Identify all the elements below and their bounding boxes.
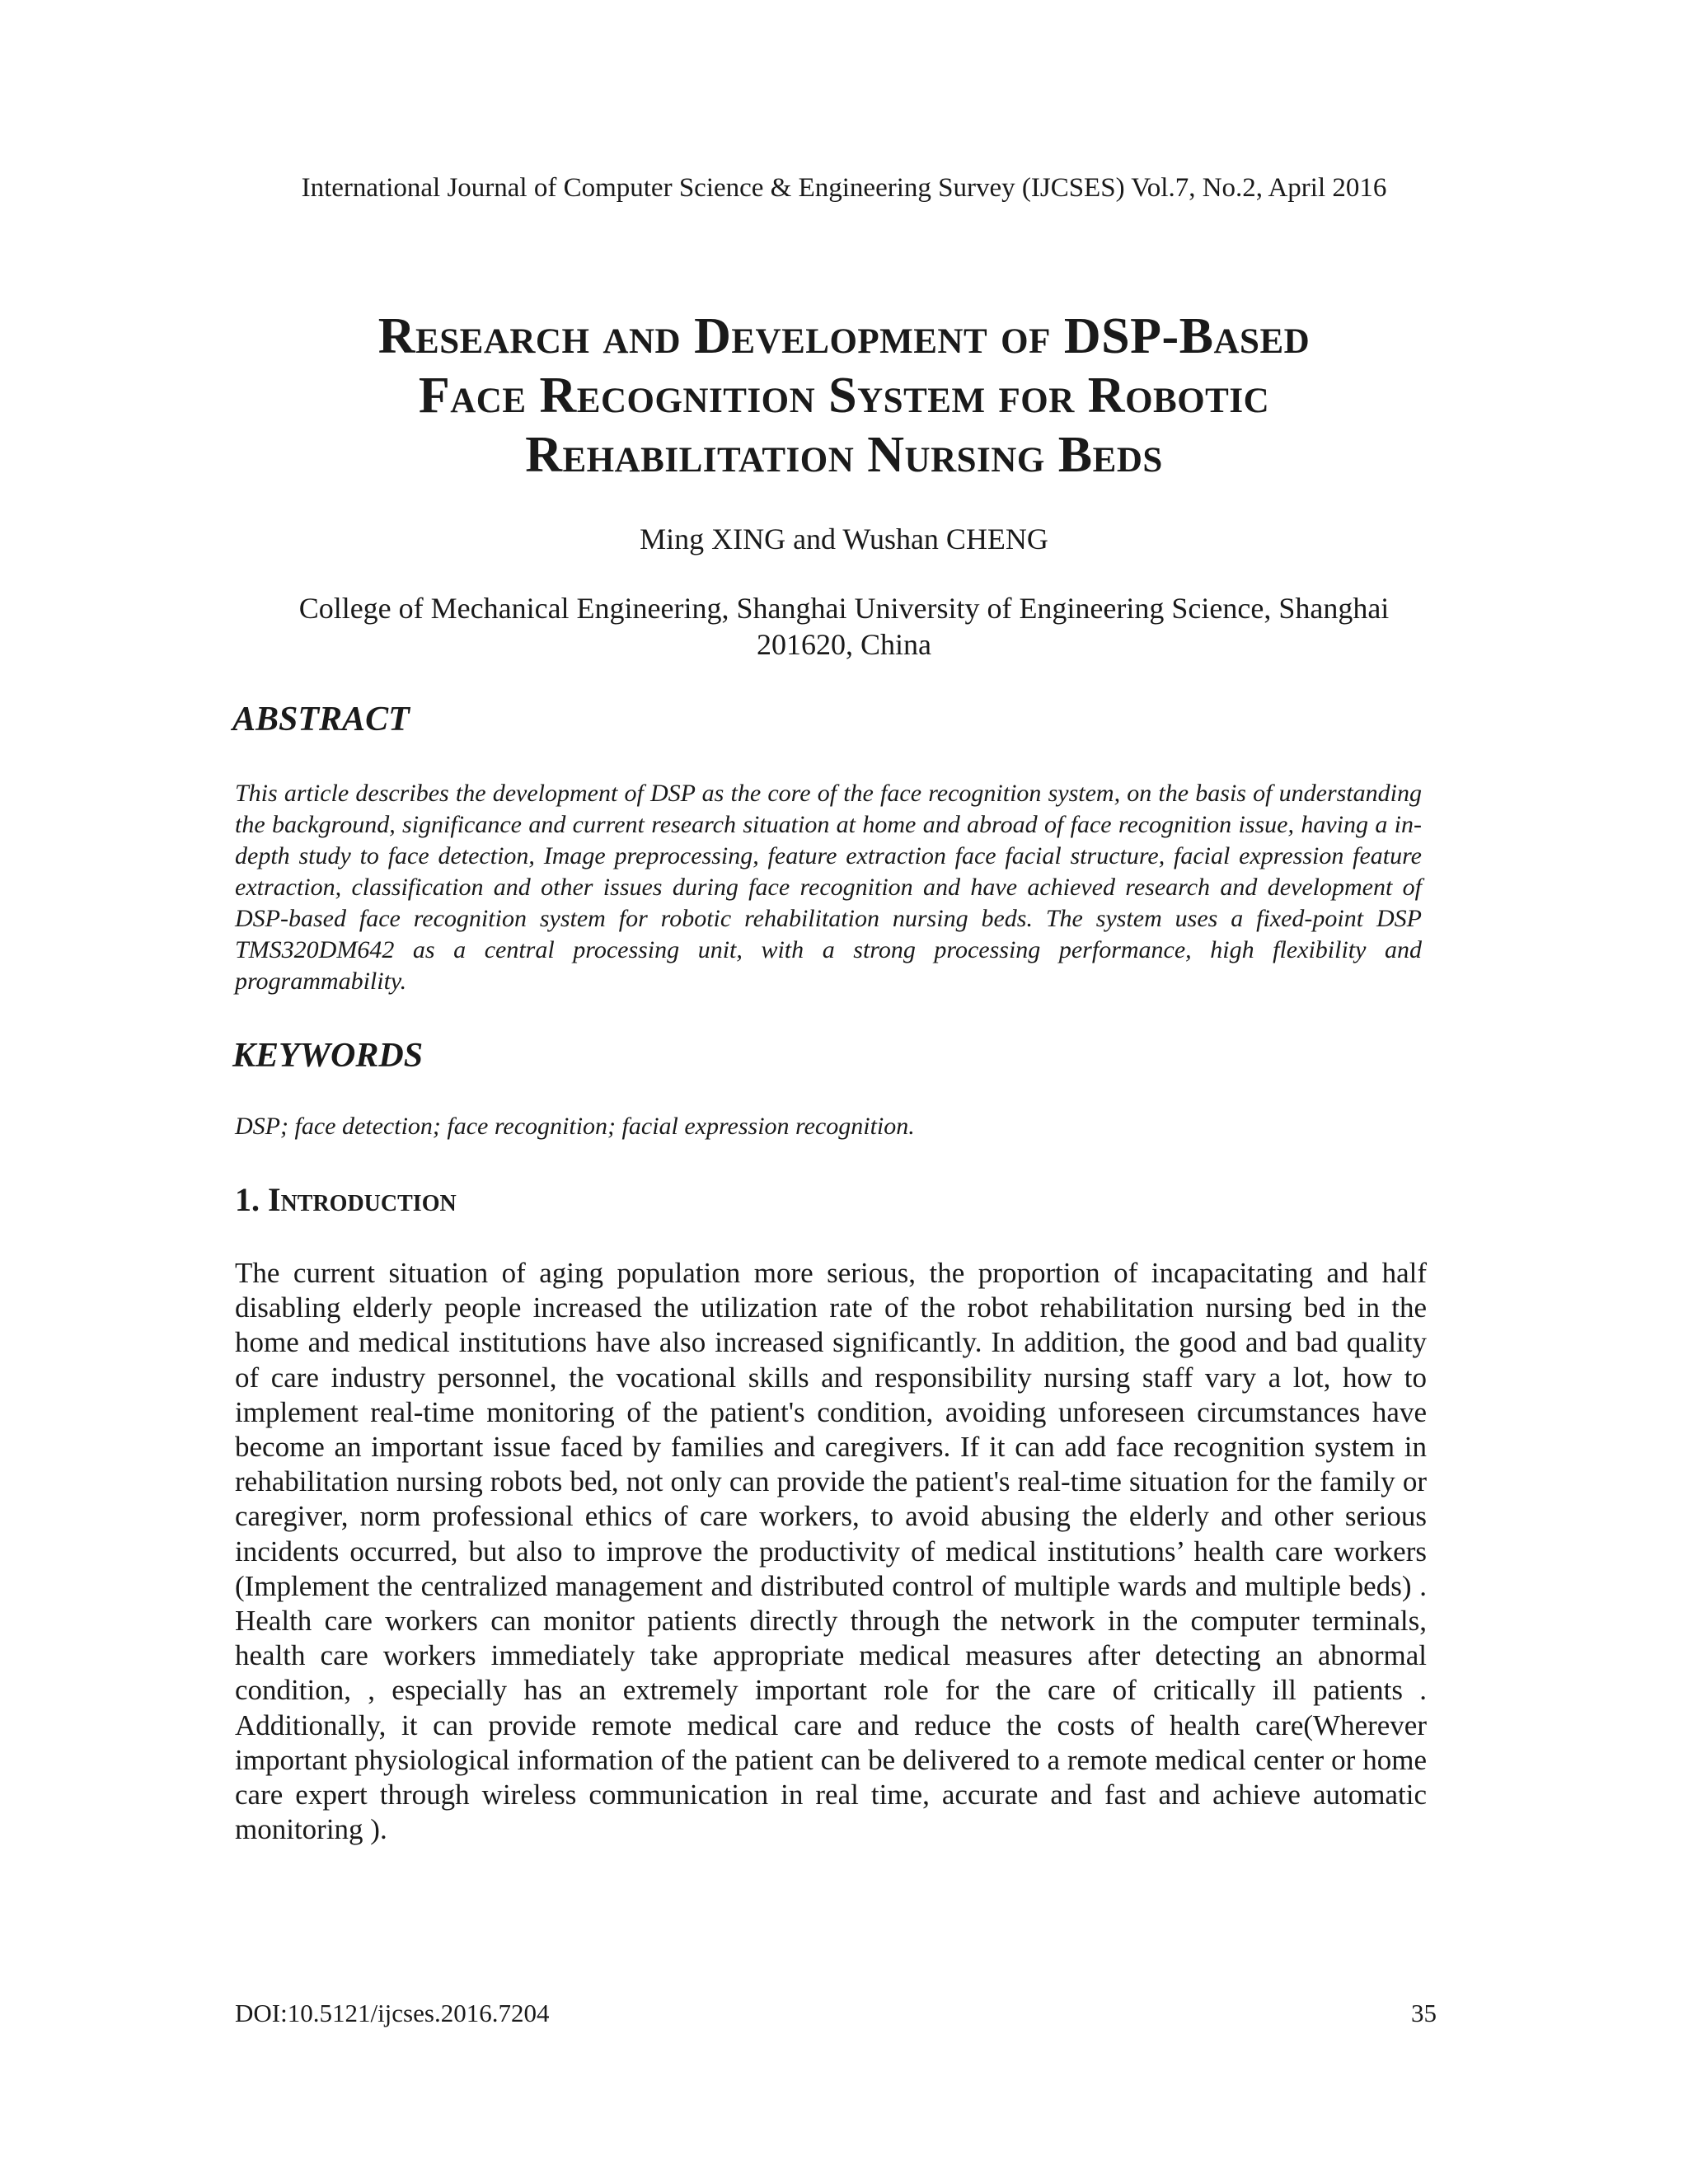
title-line: Face Recognition System for Robotic <box>418 368 1270 424</box>
affiliation-line: 201620, China <box>757 628 931 661</box>
authors: Ming XING and Wushan CHENG <box>640 523 1048 555</box>
page-number: 35 <box>1411 1999 1437 2027</box>
affiliation <box>231 590 1457 663</box>
title-line: Research and Development of DSP-Based <box>377 308 1311 364</box>
footer-doi: DOI:10.5121/ijcses.2016.7204 <box>235 1999 550 2027</box>
keywords-text: DSP; face detection; face recognition; facial expression recognition. <box>235 1113 915 1140</box>
introduction-text: The current situation of aging population more serious, the proportion of incapacitating and half disabling elderly people increased the utilization rate of the robot rehabilitation nursing bed in the home and medical institutions have also increased significantly. In addition, the good and bad quality of care industry personnel, the vocational skills and responsibility nursing staff vary a lot, how to implement real-time monitoring of the patient's condition, avoiding unforeseen circumstances have become an important issue faced by families and caregivers. If it can add face recognition system in rehabilitation nursing robots bed, not only can provide the patient's real-time situation for the family or caregiver, norm professional ethics of care workers, to avoid abusing the elderly and other serious incidents occurred, but also to improve the productivity of medical institutions’ health care workers (Implement the centralized management and distributed control of multiple wards and multiple beds) . Health care workers can monitor patients directly through the network in the computer terminals, health care workers immediately take appropriate medical measures after detecting an abnormal condition, , especially has an extremely important role for the care of critically ill patients . Additionally, it can provide remote medical care and reduce the costs of health care(Wherever important physiological information of the patient can be delivered to a remote medical center or home care expert through wireless communication in real time, accurate and fast and achieve automatic monitoring ). <box>235 1257 1427 1846</box>
running-header: International Journal of Computer Science & Engineering Survey (IJCSES) Vol.7, No.2, April 2016 <box>301 173 1387 203</box>
abstract-heading: ABSTRACT <box>232 701 410 738</box>
affiliation-line: College of Mechanical Engineering, Shanghai University of Engineering Science, Shanghai <box>298 592 1390 625</box>
section-number: 1. <box>235 1181 268 1218</box>
title-line: Rehabilitation Nursing Beds <box>525 427 1163 483</box>
abstract-text: This article describes the development of DSP as the core of the face recognition system, on the basis of understanding the background, significance and current research situation at home and abroad of face recognition issue, having a in-depth study to face detection, Image preprocessing, feature extraction face facial structure, facial expression feature extraction, classification and other issues during face recognition and have achieved research and development of DSP-based face recognition system for robotic rehabilitation nursing beds. The system uses a fixed-point DSP TMS320DM642 as a central processing unit, with a strong processing performance, high flexibility and programmability. <box>235 780 1422 995</box>
introduction-heading <box>235 1180 457 1220</box>
keywords-heading: KEYWORDS <box>232 1037 424 1075</box>
section-title: Introduction <box>268 1181 457 1218</box>
paper-title <box>165 307 1523 485</box>
